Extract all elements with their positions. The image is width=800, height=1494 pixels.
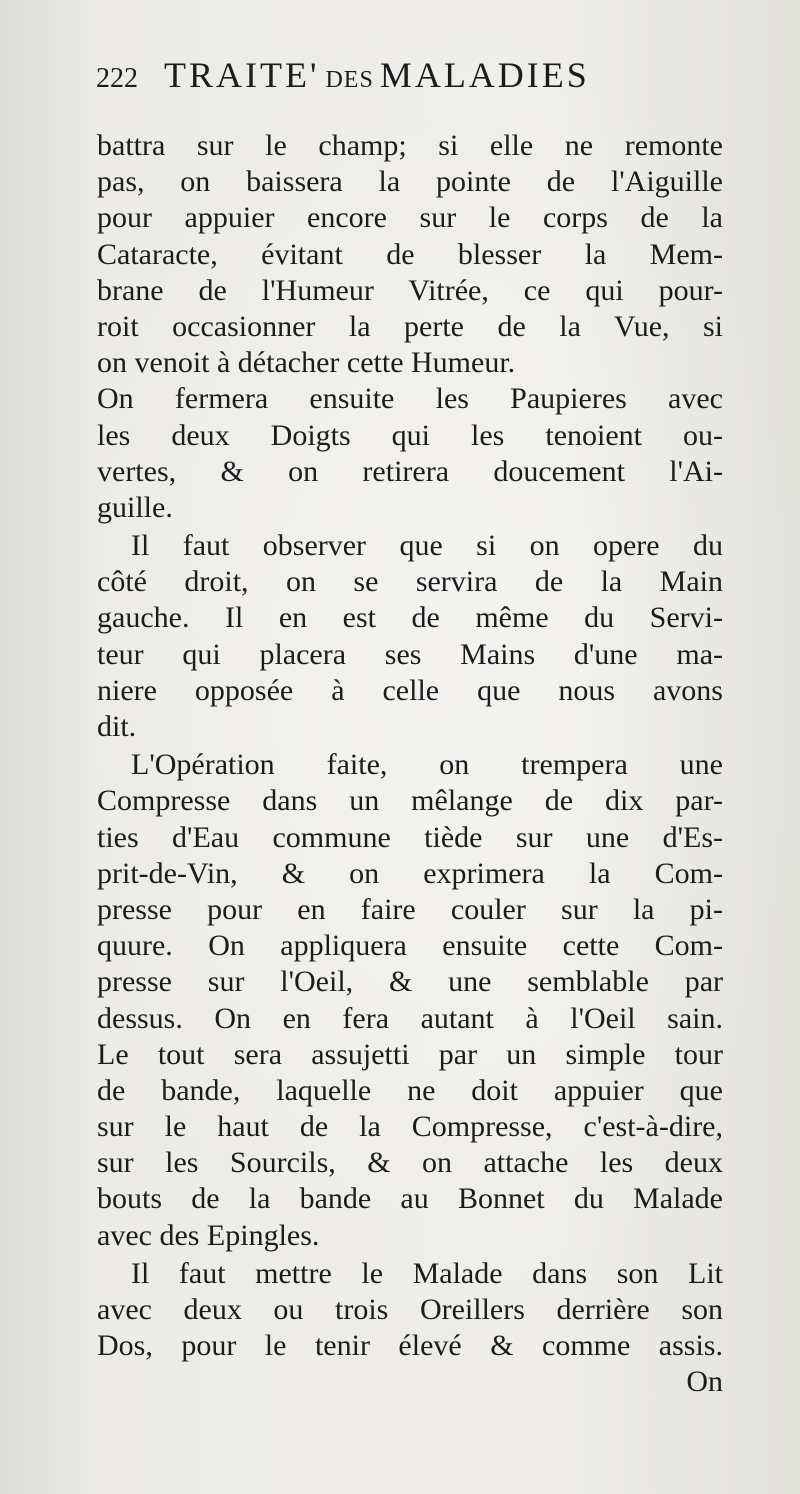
paragraph-start: Il faut observer que si on opere du: [131, 529, 723, 563]
text-line: prit-de-Vin, & on exprimera la Com-: [97, 856, 723, 890]
text-line: On fermera ensuite les Paupieres avec: [97, 382, 723, 416]
text-line: presse sur l'Oeil, & une semblable par: [97, 965, 723, 999]
text-line: roit occasionner la perte de la Vue, si: [97, 309, 723, 343]
text-line: sur le haut de la Compresse, c'est-à-dire,: [97, 1110, 723, 1144]
text-line: dit.: [97, 710, 137, 743]
paragraph-start: L'Opération faite, on trempera une: [131, 748, 723, 782]
catchword: On: [686, 1365, 723, 1399]
header-title-traite: TRAITE': [164, 55, 320, 95]
text-line: niere opposée à celle que nous avons: [97, 673, 723, 707]
text-line: sur les Sourcils, & on attache les deux: [97, 1146, 723, 1180]
header-title-des: DES: [325, 67, 374, 93]
text-line: vertes, & on retirera doucement l'Ai-: [97, 454, 723, 488]
paragraph-start: Il faut mettre le Malade dans son Lit: [131, 1256, 723, 1290]
text-line: teur qui placera ses Mains d'une ma-: [97, 637, 723, 671]
body-text: [97, 128, 723, 1401]
text-line: pour appuier encore sur le corps de la: [97, 201, 723, 235]
text-line: Dos, pour le tenir élevé & comme assis.: [97, 1329, 723, 1363]
text-line: ties d'Eau commune tiède sur une d'Es-: [97, 820, 723, 854]
text-line: bouts de la bande au Bonnet du Malade: [97, 1182, 723, 1216]
text-line: dessus. On en fera autant à l'Oeil sain.: [97, 1001, 723, 1035]
text-line: gauche. Il en est de même du Servi-: [97, 601, 723, 635]
text-line: brane de l'Humeur Vitrée, ce qui pour-: [97, 273, 723, 307]
text-line: Compresse dans un mêlange de dix par-: [97, 784, 723, 818]
text-line: côté droit, on se servira de la Main: [97, 565, 723, 599]
text-line: battra sur le champ; si elle ne remonte: [97, 129, 723, 162]
text-line: pas, on baissera la pointe de l'Aiguille: [97, 165, 723, 199]
running-header: [96, 54, 736, 98]
text-line: on venoit à détacher cette Humeur.: [97, 346, 516, 380]
text-line: guille.: [97, 490, 173, 524]
text-line: Le tout sera assujetti par un simple tour: [97, 1037, 723, 1071]
text-line: avec deux ou trois Oreillers derrière son: [97, 1293, 723, 1326]
text-line: de bande, laquelle ne doit appuier que: [97, 1073, 723, 1107]
text-line: avec des Epingles.: [97, 1218, 320, 1252]
text-line: quure. On appliquera ensuite cette Com-: [97, 929, 723, 963]
text-line: presse pour en faire couler sur la pi-: [97, 892, 723, 926]
text-line: Cataracte, évitant de blesser la Mem-: [97, 237, 723, 271]
page-number: 222: [96, 63, 138, 94]
header-title-maladies: MALADIES: [379, 55, 590, 95]
text-line: les deux Doigts qui les tenoient ou-: [97, 418, 723, 452]
